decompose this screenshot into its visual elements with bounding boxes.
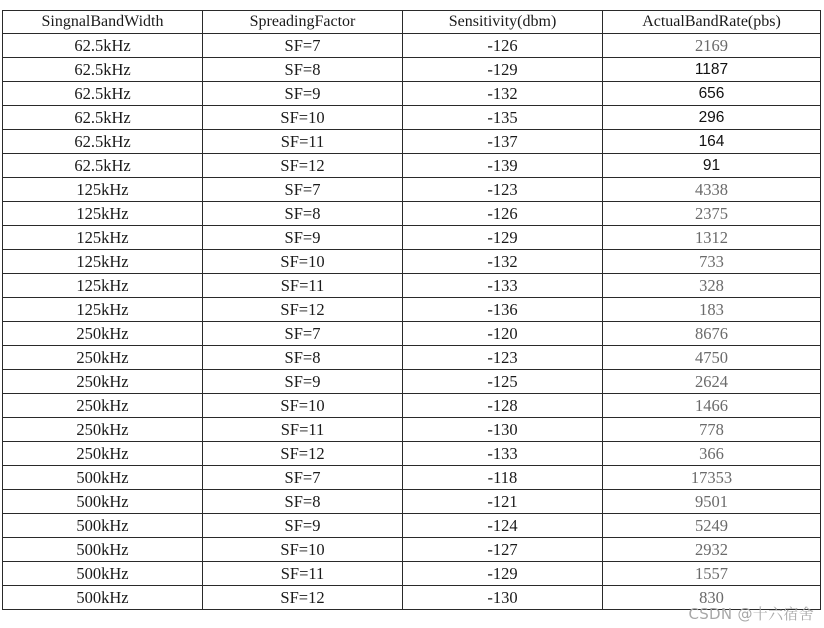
cell-sensitivity: -133 [403,442,603,466]
cell-bandwidth: 125kHz [3,274,203,298]
cell-bandwidth: 125kHz [3,298,203,322]
cell-band-rate: 8676 [603,322,821,346]
table-row [3,346,821,370]
cell-band-rate: 1312 [603,226,821,250]
cell-bandwidth: 500kHz [3,490,203,514]
cell-bandwidth: 250kHz [3,418,203,442]
table-row [3,418,821,442]
cell-spreading-factor: SF=10 [203,106,403,130]
table-row [3,82,821,106]
table-row [3,34,821,58]
cell-spreading-factor: SF=9 [203,514,403,538]
cell-sensitivity: -128 [403,394,603,418]
cell-sensitivity: -129 [403,562,603,586]
cell-bandwidth: 500kHz [3,514,203,538]
table-header-row [3,11,821,34]
cell-sensitivity: -126 [403,34,603,58]
cell-band-rate: 4750 [603,346,821,370]
cell-spreading-factor: SF=10 [203,250,403,274]
table-row [3,538,821,562]
cell-spreading-factor: SF=8 [203,346,403,370]
table-row [3,274,821,298]
cell-spreading-factor: SF=8 [203,58,403,82]
cell-spreading-factor: SF=10 [203,394,403,418]
cell-spreading-factor: SF=12 [203,154,403,178]
cell-bandwidth: 62.5kHz [3,34,203,58]
cell-bandwidth: 125kHz [3,202,203,226]
cell-bandwidth: 62.5kHz [3,58,203,82]
cell-bandwidth: 125kHz [3,250,203,274]
table-row [3,106,821,130]
cell-sensitivity: -127 [403,538,603,562]
header-actual-band-rate: ActualBandRate(pbs) [603,11,821,34]
lora-parameter-table [2,10,821,610]
cell-spreading-factor: SF=7 [203,466,403,490]
cell-spreading-factor: SF=7 [203,178,403,202]
table-row [3,562,821,586]
cell-bandwidth: 500kHz [3,586,203,610]
cell-band-rate: 778 [603,418,821,442]
cell-band-rate: 296 [603,106,821,130]
cell-bandwidth: 500kHz [3,466,203,490]
cell-band-rate: 4338 [603,178,821,202]
data-table-container [2,10,820,610]
cell-spreading-factor: SF=12 [203,298,403,322]
cell-bandwidth: 62.5kHz [3,82,203,106]
cell-spreading-factor: SF=12 [203,442,403,466]
cell-sensitivity: -129 [403,226,603,250]
cell-sensitivity: -132 [403,82,603,106]
cell-spreading-factor: SF=7 [203,34,403,58]
cell-band-rate: 91 [603,154,821,178]
cell-band-rate: 1557 [603,562,821,586]
cell-spreading-factor: SF=8 [203,202,403,226]
table-row [3,202,821,226]
cell-band-rate: 830 [603,586,821,610]
cell-band-rate: 9501 [603,490,821,514]
cell-bandwidth: 250kHz [3,346,203,370]
header-sensitivity: Sensitivity(dbm) [403,11,603,34]
cell-spreading-factor: SF=12 [203,586,403,610]
cell-sensitivity: -137 [403,130,603,154]
cell-bandwidth: 250kHz [3,442,203,466]
cell-sensitivity: -124 [403,514,603,538]
table-row [3,130,821,154]
cell-bandwidth: 62.5kHz [3,154,203,178]
cell-spreading-factor: SF=10 [203,538,403,562]
cell-sensitivity: -135 [403,106,603,130]
table-row [3,178,821,202]
cell-band-rate: 1466 [603,394,821,418]
cell-spreading-factor: SF=7 [203,322,403,346]
table-row [3,298,821,322]
cell-spreading-factor: SF=11 [203,274,403,298]
cell-band-rate: 366 [603,442,821,466]
cell-spreading-factor: SF=9 [203,226,403,250]
table-row [3,586,821,610]
cell-bandwidth: 62.5kHz [3,106,203,130]
cell-sensitivity: -126 [403,202,603,226]
cell-spreading-factor: SF=11 [203,418,403,442]
cell-bandwidth: 62.5kHz [3,130,203,154]
cell-bandwidth: 500kHz [3,538,203,562]
cell-band-rate: 183 [603,298,821,322]
header-spreading-factor: SpreadingFactor [203,11,403,34]
table-row [3,442,821,466]
cell-bandwidth: 125kHz [3,178,203,202]
table-row [3,514,821,538]
table-row [3,226,821,250]
cell-bandwidth: 250kHz [3,322,203,346]
cell-sensitivity: -130 [403,418,603,442]
cell-spreading-factor: SF=9 [203,370,403,394]
cell-sensitivity: -129 [403,58,603,82]
table-row [3,154,821,178]
cell-band-rate: 164 [603,130,821,154]
cell-sensitivity: -123 [403,178,603,202]
table-row [3,394,821,418]
cell-sensitivity: -125 [403,370,603,394]
cell-bandwidth: 125kHz [3,226,203,250]
cell-band-rate: 2624 [603,370,821,394]
table-row [3,322,821,346]
cell-sensitivity: -121 [403,490,603,514]
cell-band-rate: 328 [603,274,821,298]
table-row [3,490,821,514]
cell-spreading-factor: SF=11 [203,562,403,586]
table-row [3,250,821,274]
cell-band-rate: 2932 [603,538,821,562]
cell-spreading-factor: SF=9 [203,82,403,106]
cell-bandwidth: 500kHz [3,562,203,586]
table-row [3,466,821,490]
cell-sensitivity: -120 [403,322,603,346]
cell-band-rate: 5249 [603,514,821,538]
cell-band-rate: 17353 [603,466,821,490]
cell-bandwidth: 250kHz [3,394,203,418]
table-body [3,34,821,610]
cell-band-rate: 656 [603,82,821,106]
cell-sensitivity: -139 [403,154,603,178]
header-signal-bandwidth: SingnalBandWidth [3,11,203,34]
table-row [3,58,821,82]
watermark: CSDN @十六宿舍 [688,605,814,623]
cell-sensitivity: -130 [403,586,603,610]
cell-band-rate: 1187 [603,58,821,82]
cell-band-rate: 2375 [603,202,821,226]
cell-sensitivity: -133 [403,274,603,298]
cell-band-rate: 733 [603,250,821,274]
cell-bandwidth: 250kHz [3,370,203,394]
cell-spreading-factor: SF=11 [203,130,403,154]
cell-sensitivity: -136 [403,298,603,322]
cell-sensitivity: -132 [403,250,603,274]
cell-sensitivity: -118 [403,466,603,490]
table-row [3,370,821,394]
cell-band-rate: 2169 [603,34,821,58]
cell-sensitivity: -123 [403,346,603,370]
cell-spreading-factor: SF=8 [203,490,403,514]
